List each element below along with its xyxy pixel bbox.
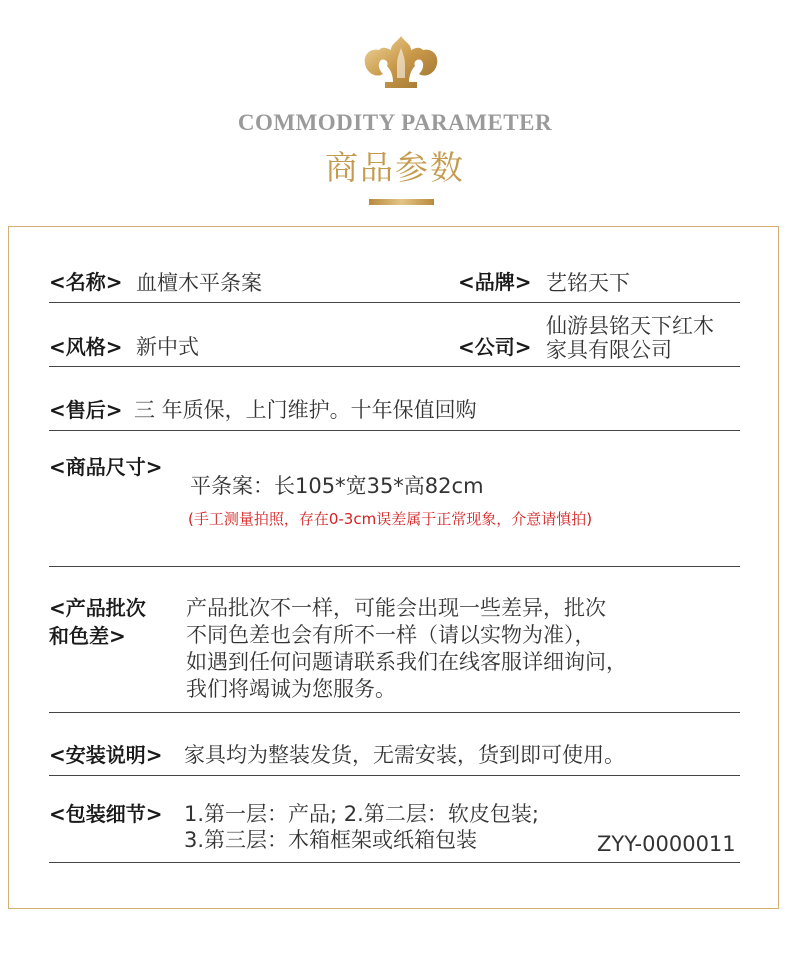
aftersale-value: 三 年质保，上门维护。十年保值回购 [134,398,477,422]
batch-text-line: 如遇到任何问题请联系我们在线客服详细询问， [186,650,627,674]
company-label: <公司> [458,335,532,359]
batch-label-line1: <产品批次 [49,596,146,620]
divider [49,712,740,713]
package-label: <包装细节> [49,802,163,826]
gold-ornament-icon [361,32,441,94]
batch-text-line: 不同色差也会有所不一样（请以实物为准）， [186,623,596,647]
size-value: 平条案：长105*宽35*高82cm [190,474,484,498]
divider [49,366,740,367]
divider [49,775,740,776]
divider [49,430,740,431]
package-line2: 3.第三层：木箱框架或纸箱包装 [184,828,478,852]
aftersale-label: <售后> [49,398,123,422]
size-note: (手工测量拍照，存在0-3cm误差属于正常现象，介意请慎拍) [188,510,593,528]
size-label: <商品尺寸> [49,455,163,479]
style-label: <风格> [49,335,123,359]
divider [49,862,740,863]
install-value: 家具均为整装发货，无需安装，货到即可使用。 [184,743,625,767]
package-line1: 1.第一层：产品; 2.第二层：软皮包装; [184,802,539,826]
title-chinese: 商品参数 [325,148,465,187]
product-code: ZYY-0000011 [597,832,736,856]
divider [49,302,740,303]
brand-value: 艺铭天下 [546,271,630,295]
install-label: <安装说明> [49,743,163,767]
title-english: COMMODITY PARAMETER [237,110,553,135]
company-value-line1: 仙游县铭天下红木 [546,314,714,338]
batch-label-line2: 和色差> [49,624,126,648]
company-value-line2: 家具有限公司 [546,338,672,362]
name-value: 血檀木平条案 [136,271,262,295]
title-underline [369,199,434,205]
batch-text-line: 我们将竭诚为您服务。 [186,677,396,701]
name-label: <名称> [49,270,123,294]
style-value: 新中式 [136,335,199,359]
brand-label: <品牌> [458,270,532,294]
divider [49,566,740,567]
batch-text-line: 产品批次不一样，可能会出现一些差异，批次 [186,596,606,620]
